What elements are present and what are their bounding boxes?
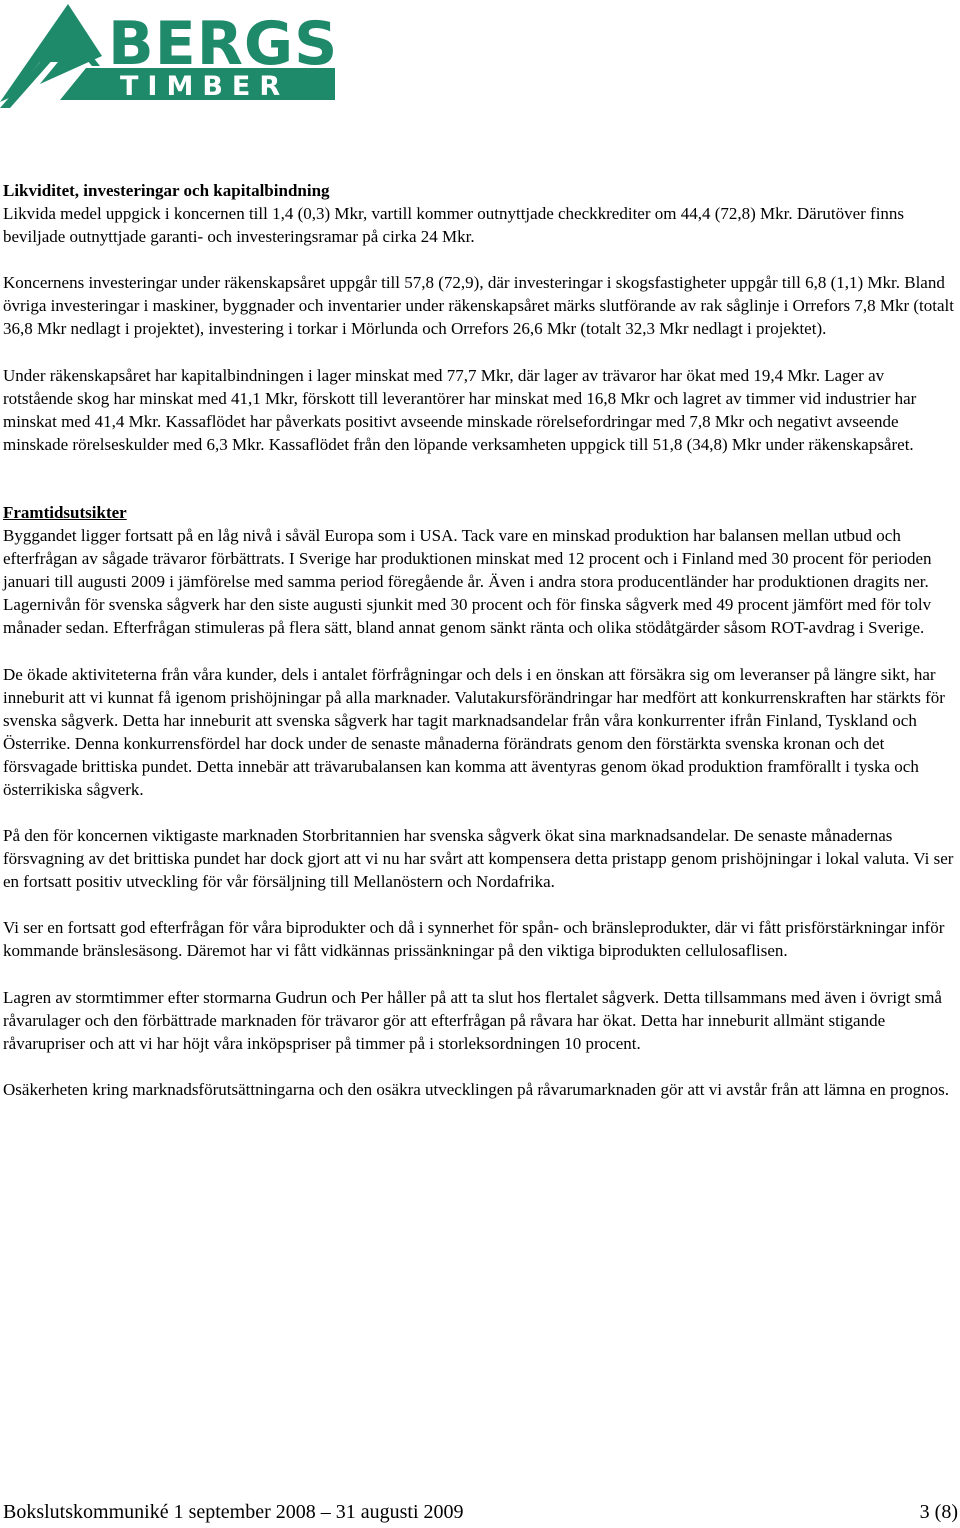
paragraph-text: Likvida medel uppgick i koncernen till 1,4 (0,3) Mkr, vartill kommer outnyttjade checkkrediter om 44,4 (72,8) Mkr. Därutöver finns beviljade outnyttjade garanti- och investeringsramar på cirka 24 Mkr.: [3, 204, 905, 247]
paragraph: De ökade aktiviteterna från våra kunder, dels i antalet förfrågningar och dels i en önskan att försäkra sig om leveranser på längre sikt, har inneburit att vi kunnat få igenom prishöjningar på alla marknader. Valutakursförändringar har medfört att konkurrenskraften har stärkts för svenska sågverk. Detta har inneburit att svenska sågverk har tagit marknadsandelar från våra konkurrenter ifrån Finland, Tyskland och Österrike. Denna konkurrensfördel har dock under de senaste månaderna förändrats genom den förstärkta svenska kronan och det försvagade brittiska pundet. Detta innebär att trävarubalansen kan komma att äventyras genom ökad produktion framförallt i tyska och österrikiska sågverk.: [3, 664, 945, 799]
section-heading: Likviditet, investeringar och kapitalbindning: [3, 181, 330, 200]
bergs-timber-logo: [0, 4, 335, 108]
logo-brand-text: BERGS: [108, 9, 335, 79]
paragraph-text: Byggandet ligger fortsatt på en låg nivå i såväl Europa som i USA. Tack vare en minskad produktion har balansen mellan utbud och efterfrågan av sågade trävaror förbättrats. I Sverige har produktionen minskat med 12 procent och i Finland med 30 procent för perioden januari till augusti 2009 i jämförelse med samma period föregående år. Även i andra stora producentländer har produktionen dragits ner. Lagernivån för svenska sågverk har den siste augusti sjunkit med 30 procent och för finska sågverk med 49 procent jämfört med för tolv månader sedan. Efterfrågan stimuleras på flera sätt, bland annat genom sänkt ränta och olika stödåtgärder såsom ROT-avdrag i Sverige.: [3, 526, 932, 638]
paragraph: Vi ser en fortsatt god efterfrågan för våra biprodukter och då i synnerhet för spån- och bränsleprodukter, där vi fått prisförstärkningar inför kommande bränslesäsong. Däremot har vi fått vidkännas prissänkningar på den viktiga biprodukten cellulosaflisen.: [3, 918, 945, 961]
paragraph: Lagren av stormtimmer efter stormarna Gudrun och Per håller på att ta slut hos flertalet sågverk. Detta tillsammans med även i övrigt små råvarulager och den förbättrade marknaden för trävaror gör att efterfrågan på råvara har ökat. Detta har inneburit allmänt stigande råvarupriser och att vi har höjt våra inköpspriser på timmer på i storleksordningen 10 procent.: [3, 987, 942, 1053]
logo-graphic: [0, 4, 335, 108]
footer-report-title: Bokslutskommuniké 1 september 2008 – 31 augusti 2009: [3, 1501, 464, 1523]
section-heading: Framtidsutsikter: [3, 502, 127, 522]
paragraph: Koncernens investeringar under räkenskapsåret uppgår till 57,8 (72,9), där investeringar i skogsfastigheter uppgår till 6,8 (1,1) Mkr. Bland övriga investeringar i maskiner, byggnader och inventarier under räkenskapsåret märks slutförande av rak såglinje i Orrefors 7,8 Mkr (totalt 36,8 Mkr nedlagt i projektet), investering i torkar i Mörlunda och Orrefors 26,6 Mkr (totalt 32,3 Mkr nedlagt i projektet).: [3, 273, 954, 339]
section-outlook: [3, 501, 958, 1101]
paragraph: Under räkenskapsåret har kapitalbindningen i lager minskat med 77,7 Mkr, där lager av trävaror har ökat med 19,4 Mkr. Lager av rotstående skog har minskat med 41,1 Mkr, förskott till leverantörer har minskat med 16,8 Mkr och lagret av timmer vid industrier har minskat med 41,4 Mkr. Kassaflödet har påverkats positivt avseende minskade rörelsefordringar med 7,8 Mkr och negativt avseende minskade rörelseskulder med 6,3 Mkr. Kassaflödet från den löpande verksamheten uppgick till 51,8 (34,8) Mkr under räkenskapsåret.: [3, 365, 917, 454]
paragraph: På den för koncernen viktigaste marknaden Storbritannien har svenska sågverk ökat sina marknadsandelar. De senaste månadernas försvagning av det brittiska pundet har dock gjort att vi nu har svårt att kompensera detta pristapp genom prishöjningar i lokal valuta. Vi ser en fortsatt positiv utveckling för vår försäljning till Mellanöstern och Nordafrika.: [3, 826, 954, 892]
paragraph: [3, 179, 958, 248]
paragraph: Osäkerheten kring marknadsförutsättningarna och den osäkra utvecklingen på råvarumarknaden gör att vi avstår från att lämna en prognos.: [3, 1079, 949, 1099]
document-body: [3, 179, 958, 1124]
section-liquidity: [3, 179, 958, 456]
page-footer: [3, 1499, 958, 1525]
paragraph: [3, 501, 958, 640]
page-number: 3 (8): [919, 1501, 958, 1523]
logo-subtitle-text: TIMBER: [120, 71, 290, 102]
section-spacer: [3, 479, 958, 501]
